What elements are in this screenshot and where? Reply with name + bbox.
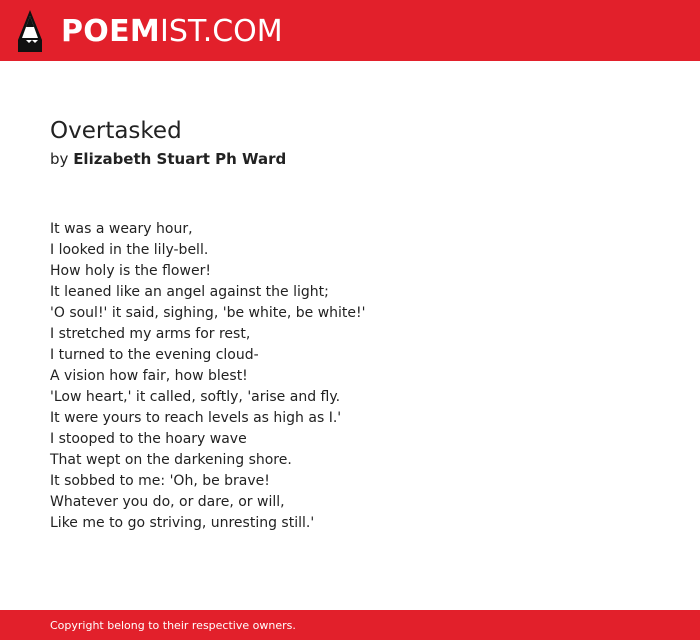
poem-line: Whatever you do, or dare, or will, [50, 494, 285, 510]
poem-byline [50, 149, 286, 169]
poem-line: I stretched my arms for rest, [50, 326, 251, 342]
site-logo-text[interactable] [61, 13, 283, 49]
poem-line: Like me to go striving, unresting still.' [50, 515, 315, 531]
site-footer [0, 610, 700, 640]
brand-light-text: IST.COM [160, 13, 283, 49]
poem-line: 'O soul!' it said, sighing, 'be white, be white!' [50, 305, 366, 321]
poem-line: I stooped to the hoary wave [50, 431, 247, 447]
brand-bold-text: POEM [61, 13, 161, 49]
poem-line: How holy is the flower! [50, 263, 211, 279]
poem-body [50, 219, 365, 534]
poem-line: It leaned like an angel against the light; [50, 284, 329, 300]
poem-line: I looked in the lily-bell. [50, 242, 209, 258]
poem-line: It sobbed to me: 'Oh, be brave! [50, 473, 270, 489]
poem-line: It was a weary hour, [50, 221, 193, 237]
poem-line: A vision how fair, how blest! [50, 368, 248, 384]
by-label: by [50, 150, 69, 168]
poem-line: That wept on the darkening shore. [50, 452, 292, 468]
author-name: Elizabeth Stuart Ph Ward [73, 150, 287, 168]
site-header [0, 0, 700, 61]
poem-line: I turned to the evening cloud- [50, 347, 259, 363]
poem-title: Overtasked [50, 118, 182, 144]
pencil-icon[interactable] [18, 10, 42, 52]
poem-line: It were yours to reach levels as high as I.' [50, 410, 342, 426]
poem-line: 'Low heart,' it called, softly, 'arise and fly. [50, 389, 341, 405]
copyright-text: Copyright belong to their respective owners. [50, 618, 296, 632]
